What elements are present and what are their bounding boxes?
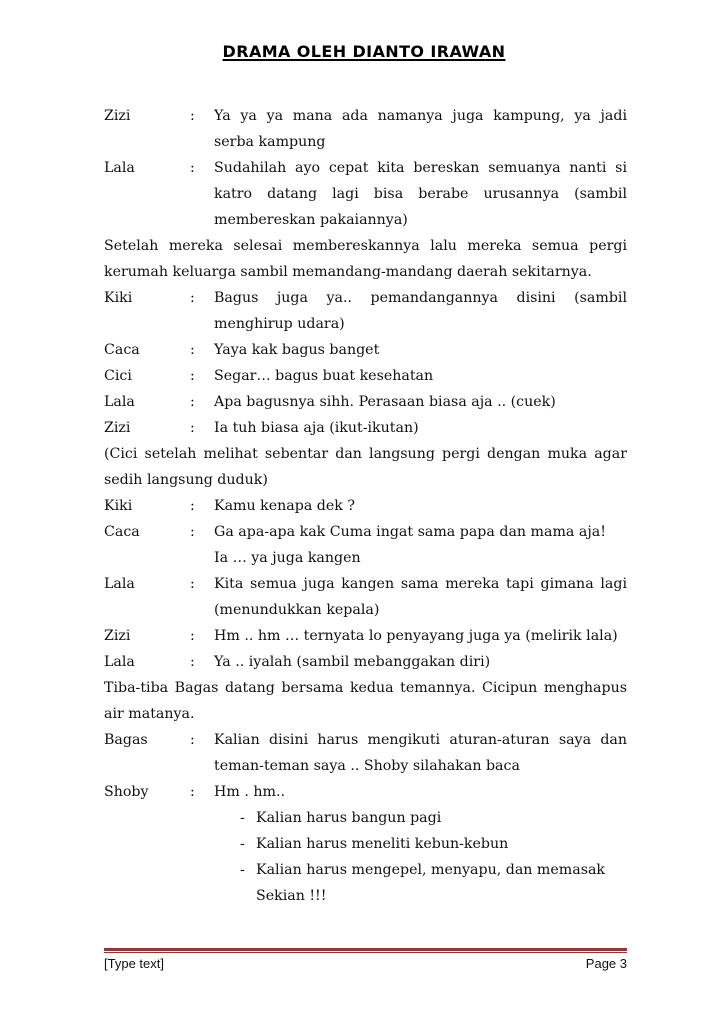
speaker: Caca: [104, 342, 140, 358]
speaker: Caca: [104, 524, 140, 540]
dialogue-text: Ia … ya juga kangen: [214, 550, 361, 566]
colon: :: [190, 160, 195, 176]
narration-line: sedih langsung duduk): [104, 472, 268, 488]
colon: :: [190, 654, 195, 670]
dialogue-text: Ga apa-apa kak Cuma ingat sama papa dan mama aja!: [214, 524, 606, 540]
dialogue-text: teman-teman saya .. Shoby silahakan baca: [214, 758, 520, 774]
dialogue-text: Sudahilah ayo cepat kita bereskan semuanya nanti si: [214, 160, 627, 176]
dialogue-line: [104, 545, 627, 571]
footer-rule-thick: [104, 948, 627, 951]
colon: :: [190, 628, 195, 644]
dialogue-line: [104, 285, 627, 311]
colon: :: [190, 290, 195, 306]
dialogue-text: Segar… bagus buat kesehatan: [214, 368, 434, 384]
speaker: Zizi: [104, 420, 131, 436]
dialogue-text: Ia tuh biasa aja (ikut-ikutan): [214, 420, 419, 436]
dialogue-line: [104, 415, 627, 441]
dialogue-text: katro datang lagi bisa berabe urusannya (sambil: [214, 186, 627, 202]
dialogue-line: [104, 519, 627, 545]
speaker: Lala: [104, 654, 135, 670]
speaker: Lala: [104, 394, 135, 410]
colon: :: [190, 420, 195, 436]
list-item: [104, 857, 627, 883]
page-header: [0, 42, 728, 61]
script-body: [104, 103, 627, 909]
colon: :: [190, 732, 195, 748]
dialogue-text: menghirup udara): [214, 316, 345, 332]
dialogue-line: [104, 623, 627, 649]
dialogue-text: Kita semua juga kangen sama mereka tapi gimana lagi: [214, 576, 627, 592]
colon: :: [190, 368, 195, 384]
dialogue-text: Apa bagusnya sihh. Perasaan biasa aja .. (cuek): [214, 394, 556, 410]
dialogue-text: (menundukkan kepala): [214, 602, 380, 618]
list-item-text: Kalian harus bangun pagi: [256, 810, 442, 826]
bullet-dash: -: [240, 810, 245, 826]
narration-line: Tiba-tiba Bagas datang bersama kedua temannya. Cicipun menghapus: [104, 680, 627, 696]
dialogue-text: Ya ya ya mana ada namanya juga kampung, ya jadi: [214, 108, 627, 124]
dialogue-line: [104, 311, 627, 337]
bullet-dash: -: [240, 862, 245, 878]
dialogue-line: [104, 597, 627, 623]
list-item: [104, 883, 627, 909]
dialogue-line: [104, 103, 627, 129]
colon: :: [190, 524, 195, 540]
colon: :: [190, 784, 195, 800]
speaker: Kiki: [104, 290, 133, 306]
colon: :: [190, 108, 195, 124]
list-item: [104, 805, 627, 831]
list-item-text: Sekian !!!: [256, 888, 327, 904]
list-item-text: Kalian harus mengepel, menyapu, dan memasak: [256, 862, 606, 878]
list-item-text: Kalian harus meneliti kebun-kebun: [256, 836, 509, 852]
speaker: Lala: [104, 576, 135, 592]
dialogue-text: Hm .. hm … ternyata lo penyayang juga ya (melirik lala): [214, 628, 618, 644]
page-number: Page 3: [585, 956, 627, 971]
header-title: DRAMA OLEH DIANTO IRAWAN: [222, 42, 506, 61]
footer-rule-thin: [104, 952, 627, 953]
dialogue-line: [104, 493, 627, 519]
speaker: Kiki: [104, 498, 133, 514]
speaker: Lala: [104, 160, 135, 176]
speaker: Zizi: [104, 628, 131, 644]
dialogue-text: Ya .. iyalah (sambil mebanggakan diri): [214, 654, 491, 670]
dialogue-line: [104, 181, 627, 207]
footer-placeholder-text: [Type text]: [104, 956, 164, 971]
dialogue-line: [104, 727, 627, 753]
dialogue-text: Kalian disini harus mengikuti aturan-aturan saya dan: [214, 732, 627, 748]
bullet-dash: -: [240, 836, 245, 852]
dialogue-text: Yaya kak bagus banget: [214, 342, 380, 358]
dialogue-line: [104, 155, 627, 181]
dialogue-line: [104, 337, 627, 363]
dialogue-line: [104, 649, 627, 675]
dialogue-text: Kamu kenapa dek ?: [214, 498, 355, 514]
colon: :: [190, 342, 195, 358]
colon: :: [190, 394, 195, 410]
dialogue-text: serba kampung: [214, 134, 326, 150]
dialogue-line: [104, 207, 627, 233]
dialogue-text: membereskan pakaiannya): [214, 212, 408, 228]
dialogue-text: Hm . hm..: [214, 784, 285, 800]
dialogue-line: [104, 753, 627, 779]
narration-line: kerumah keluarga sambil memandang-mandang daerah sekitarnya.: [104, 264, 592, 280]
narration-line: (Cici setelah melihat sebentar dan langsung pergi dengan muka agar: [104, 446, 627, 462]
narration-line: air matanya.: [104, 706, 195, 722]
speaker: Cici: [104, 368, 132, 384]
dialogue-line: [104, 363, 627, 389]
dialogue-line: [104, 129, 627, 155]
speaker: Bagas: [104, 732, 148, 748]
speaker: Shoby: [104, 784, 149, 800]
narration-line: Setelah mereka selesai membereskannya lalu mereka semua pergi: [104, 238, 627, 254]
dialogue-line: [104, 571, 627, 597]
speaker: Zizi: [104, 108, 131, 124]
colon: :: [190, 576, 195, 592]
dialogue-line: [104, 779, 627, 805]
list-item: [104, 831, 627, 857]
dialogue-line: [104, 389, 627, 415]
colon: :: [190, 498, 195, 514]
dialogue-text: Bagus juga ya.. pemandangannya disini (sambil: [214, 290, 627, 306]
